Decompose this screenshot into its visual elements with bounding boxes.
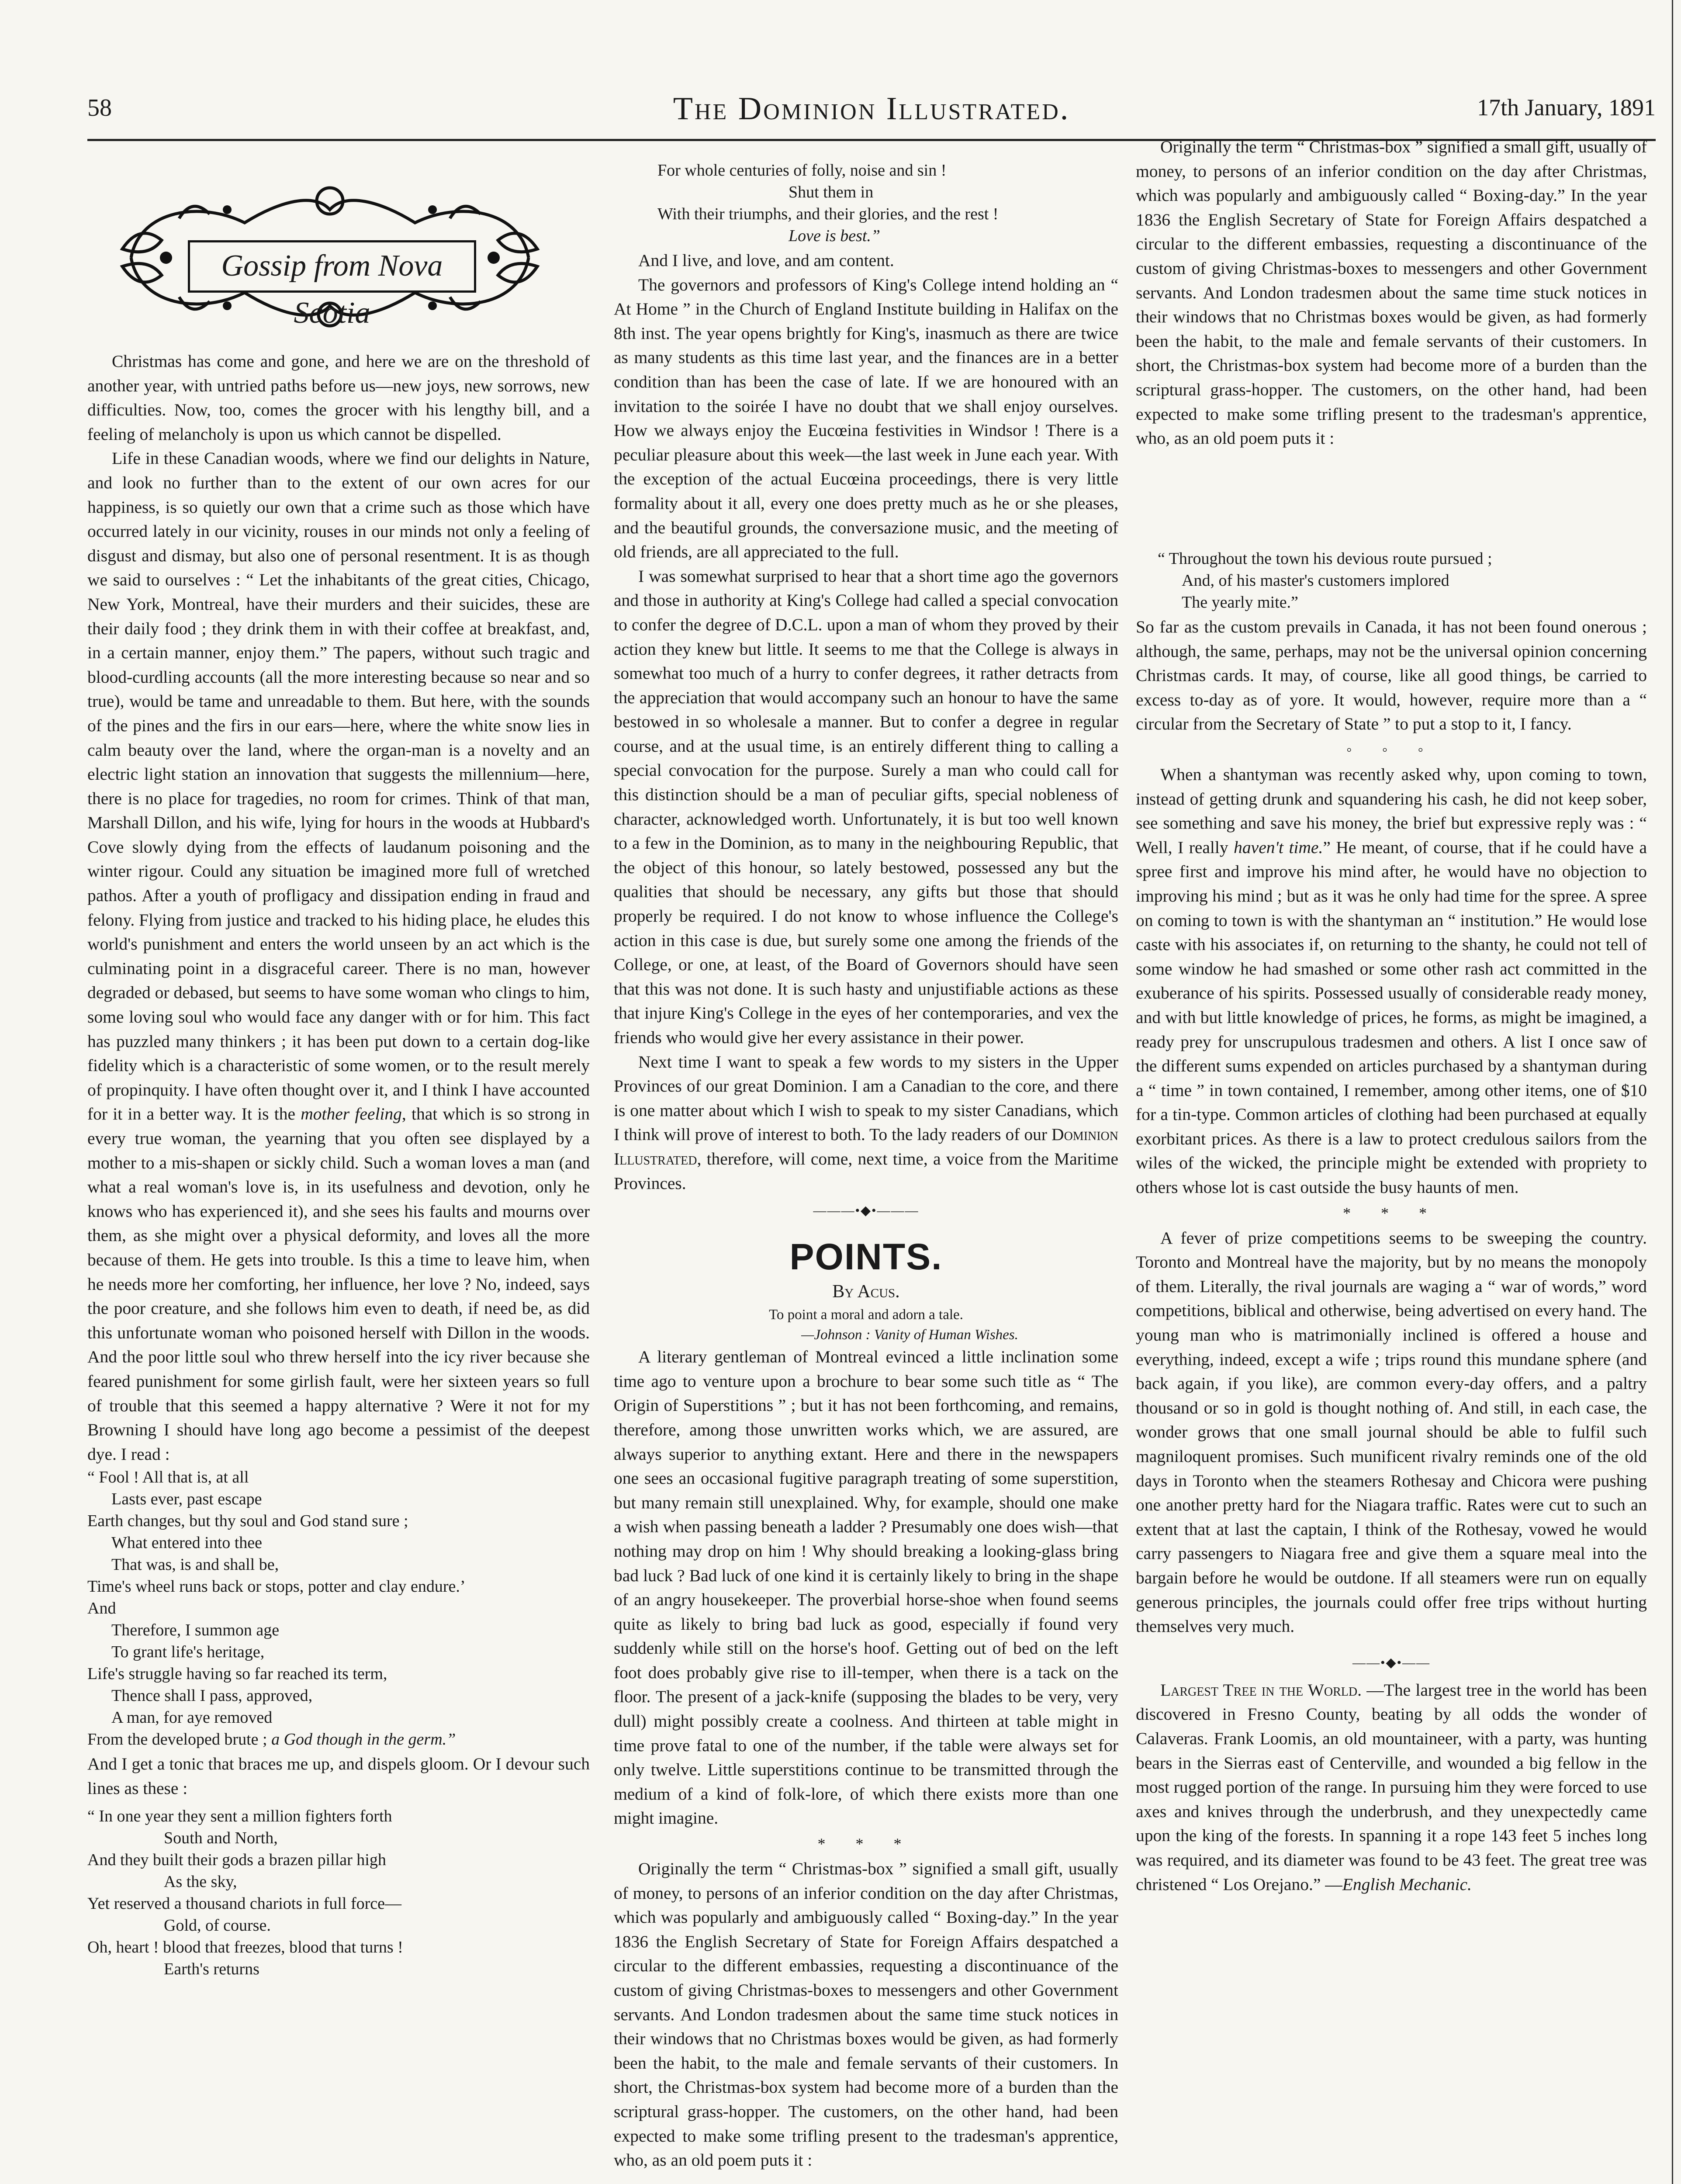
browning-verse-2: [87, 1805, 590, 1980]
verse-line: Love is best.”: [789, 227, 881, 245]
bridge-text: And I get a tonic that braces me up, and dispels gloom. Or I devour such lines as these :: [87, 1754, 590, 1798]
verse-line: Shut them in: [789, 183, 874, 201]
next-time-tail: , therefore, will come, next time, a voice from the Maritime Provinces.: [614, 1149, 1118, 1193]
page-number: 58: [87, 94, 112, 121]
shantyman-paragraph: [1136, 763, 1647, 1200]
havent-time-italic: haven't time.: [1234, 837, 1323, 857]
poem-line: “ Throughout the town his devious route pursued ;: [1158, 549, 1492, 568]
custom-in-canada-paragraph: So far as the custom prevails in Canada, it has not been found onerous ; although, the same, perhaps, may not be the universal opinion concerning Christmas cards. It may, of course, like all good things, be carried to excess to-day as of yore. It would, however, require more than a “ circular from the Secretary of State ” to put a stop to it, I fancy.: [1136, 617, 1647, 734]
verse-line: “ Fool ! All that is, at all: [87, 1468, 249, 1487]
superstitions-paragraph: A literary gentleman of Montreal evinced a little inclination some time ago to venture upon a brochure to bear some such title as “ The Origin of Superstitions ” ; but it has not been forthcoming, and remains, therefore, among those unwritten works which, we are assured, are always superior to anything extant. Here and there in the newspapers one sees an occasional fugitive paragraph treating of some superstition, but many remain still unexplained. Why, for example, should one make a wish when passing beneath a ladder ? Presumably one does wish—that nothing may drop on him ! Why should breaking a looking-glass bring bad luck ? Bad luck of one kind it is certainly likely to bring in the shape of an angry housekeeper. The proverbial horse-shoe when found seems quite as likely to bring bad luck as good, especially if found very suddenly while still on the horse's hoof. Getting out of bed on the left foot does probably give rise to ill-temper, when there is a tack on the floor. The present of a jack-knife (supposing the blades to be very, very dull) might possibly create a coolness. And thirteen at table might in time prove fatal to one of the number, if the table were always set for only twelve. Little superstitions continue to be transmitted through the medium of a kind of folk-lore, of which there exists more than one might imagine.: [614, 1347, 1118, 1828]
verse-line: For whole centuries of folly, noise and sin !: [657, 161, 947, 180]
christmas-box-text-continued: Originally the term “ Christmas-box ” signified a small gift, usually of money, to persons of an inferior condition on the day after Christmas, which was popularly and ambiguously called “ Boxing-day.” In the year 1836 the English Secretary of State for Foreign Affairs despatched a circular to the different embassies, requesting a discontinuance of the custom of giving Christmas-boxes to messengers and other Government servants. And London tradesmen about the same time stuck notices in their windows that no Christmas boxes would be given, as had formerly been the habit, to the male and female servants of their customers. In short, the Christmas-box system had become more of a burden than the scriptural grass-hopper. The customers, on the other hand, had been expected to make some trifling present to the tradesman's apprentice, who, as an old poem puts it :: [1136, 137, 1647, 448]
verse-line-italic: a God though in the germ.”: [271, 1730, 456, 1749]
gossip-paragraph-2: [87, 446, 590, 1466]
verse-line: That was, is and shall be,: [111, 1555, 279, 1574]
section-divider: ———•◆•———: [813, 1203, 919, 1218]
page-edge-rule: [1672, 0, 1673, 2184]
browning-verse-1: [87, 1466, 590, 1750]
masthead: The Dominion Illustrated.: [673, 91, 1070, 127]
christmas-box-paragraph-continued: [1136, 135, 1647, 548]
next-time-paragraph: [614, 1050, 1118, 1196]
dominion-illustrated-name: Dominion Illustrated: [614, 1125, 1119, 1168]
verse-line: Earth changes, but thy soul and God stand sure ;: [87, 1512, 408, 1531]
verse-line: With their triumphs, and their glories, and the rest !: [657, 205, 999, 223]
largest-tree-source: English Mechanic.: [1342, 1874, 1472, 1894]
points-motto: [614, 1305, 1118, 1345]
largest-tree-paragraph: [1136, 1678, 1647, 1897]
column-3: [1136, 137, 1647, 1897]
ornamental-title-block: [114, 183, 546, 328]
verse-line: South and North,: [164, 1828, 278, 1847]
gossip-paragraph-2-text: Life in these Canadian woods, where we find our delights in Nature, and look no further than to the extent of our own acres for our happiness, is so quietly our own that a crime such as those which have occurred lately in our vicinity, rouses in our minds not only a feeling of disgust and dismay, but also one of personal resentment. It is as though we said to ourselves : “ Let the inhabitants of the great cities, Chicago, New York, Montreal, have their murders and their suicides, these are their daily food ; they drink them in with their coffee at breakfast, and, in a certain manner, enjoy them.” The papers, without such tragic and blood-curdling accounts (all the more interesting because so near and so true), would be tame and unreadable to them. But here, with the sounds of the pines and the firs in our ears—here, where the white snow lies in calm beauty over the land, where the organ-man is a novelty and an electric light station an innovation that suggests the millennium—here, there is no place for tragedies, no room for crimes. Think of that man, Marshall Dillon, and his wife, lying for hours in the woods at Hubbard's Cove slowly dying from the effects of laudanum poisoning and the winter rigour. Could any situation be imagined more full of wretched pathos. After a youth of profligacy and dissipation ending in fraud and felony. Flying from justice and tracked to his hiding place, he eludes this world's punishment and enters the world unseen by an act which is the culminating point in a disgraceful career. There is no man, however degraded or debased, but seems to have some woman who clings to him, some loving soul who would face any danger with or for him. This fact has puzzled many thinkers ; it has been put down to a certain dog-like fidelity which is a characteristic of some women, or to the result merely of propinquity. I have often thought over it, and I think I have accounted for it in a better way. It is the: [87, 449, 590, 1124]
verse-line: Time's wheel runs back or stops, potter and clay endure.’: [87, 1577, 466, 1596]
verse-line: What entered into thee: [111, 1534, 263, 1552]
issue-date: 17th January, 1891: [1477, 94, 1656, 121]
verse-line: To grant life's heritage,: [111, 1643, 265, 1662]
christmas-box-paragraph-start: [614, 1857, 1118, 2170]
section-divider-2: ——•◆•——: [1352, 1655, 1431, 1670]
next-time-text: Next time I want to speak a few words to my sisters in the Upper Provinces of our great Dominion. I am a Canadian to the core, and there is one matter about which I wish to speak to my sister Canadians, which I think will prove of interest to both. To the lady readers of our: [614, 1052, 1118, 1144]
section-stars: * * *: [817, 1835, 915, 1853]
verse-line: And: [87, 1599, 116, 1618]
column-1: [87, 349, 590, 1982]
christmas-box-text: Originally the term “ Christmas-box ” signified a small gift, usually of money, to persons of an inferior condition on the day after Christmas, which was popularly and ambiguously called “ Boxing-day.” In the year 1836 the English Secretary of State for Foreign Affairs despatched a circular to the different embassies, requesting a discontinuance of the custom of giving Christmas-boxes to messengers and other Government servants. And London tradesmen about the same time stuck notices in their windows that no Christmas boxes would be given, as had formerly been the habit, to the male and female servants of their customers. In short, the Christmas-box system had become more of a burden than the scriptural grass-hopper. The customers, on the other hand, had been expected to make some trifling present to the tradesman's apprentice, who, as an old poem puts it :: [614, 1859, 1118, 2170]
verse-line: As the sky,: [164, 1872, 237, 1891]
section-stars-2: * * *: [1343, 1204, 1440, 1222]
content-line: And I live, and love, and am content.: [638, 251, 894, 270]
points-byline: By Acus.: [832, 1282, 900, 1302]
poem-line: The yearly mite.”: [1182, 593, 1298, 612]
motto-line: To point a moral and adorn a tale.: [769, 1307, 963, 1323]
largest-tree-text: —The largest tree in the world has been discovered in Fresno County, beating by all odds the wonder of Calaveras. Frank Loomis, an old mountaineer, with a party, was hunting bears in the Sierras east of Centerville, and wounded a big fellow in the most rugged portion of the range. In pursuing him they were forced to use axes and knives through the underbrush, and they unexpectedly came upon the king of the forests. In spanning it a rope 143 feet 5 inches long was required, and its diameter was found to be 43 feet. The great tree was christened “ Los Orejano.” —: [1136, 1680, 1647, 1894]
section-dots: ◦ ◦ ◦: [1346, 740, 1437, 758]
shantyman-tail: ” He meant, of course, that if he could have a spree first and improve his mind after, he would have no objection to improving his mind ; but as it was he only had time for the spree. A spree on coming to town is with the shantyman an “ institution.” He would lose caste with his associates if, on returning to the shanty, he could not tell of some window he had smashed or some other rash act committed in the exuberance of his spirits. Possessed usually of considerable ready money, and with but little knowledge of prices, he forms, as might be imagined, a ready prey for unscrupulous tradesmen and others. A list I once saw of the different sums expended on articles purchased by a shantyman during a “ time ” in town contained, I remember, among other items, one of $10 for a tin-type. Common articles of clothing had been purchased at equally exorbitant prices. As there is a law to protect credulous sailors from the wiles of the wicked, the principle might be extended with propriety to others whose lot is cast outside the busy haunts of men.: [1136, 837, 1647, 1197]
mother-feeling-emphasis: mother feeling: [301, 1104, 402, 1124]
poem-line: And, of his master's customers implored: [1182, 571, 1449, 590]
verse-line: Gold, of course.: [164, 1916, 271, 1935]
verse-line: Thence shall I pass, approved,: [111, 1686, 313, 1705]
verse-line: Earth's returns: [164, 1959, 259, 1978]
verse-line: And they built their gods a brazen pillar high: [87, 1850, 386, 1869]
points-title: POINTS.: [789, 1236, 943, 1278]
verse-line: Oh, heart ! blood that freezes, blood that turns !: [87, 1938, 403, 1956]
gossip-paragraph-2-tail: , that which is so strong in every true woman, the yearning that you often see displayed by a mother to a mis-shapen or sickly child. Such a woman loves a man (and what a real woman's love is, in its usefulness and devotion, only he knows who has experienced it), and she sees his faults and mourns over them, as she might over a physical deformity, and loves all the more because of them. He gets into trouble. Is this a time to leave him, when he needs more her comforting, her influence, her love ? No, indeed, says the poor creature, and she follows him even to death, if need be, as did this unfortunate woman who poisoned herself with Dillon in the woods. And the poor little soul who threw herself into the icy river because she feared punishment for some girlish fault, were her sixteen years so full of trouble that this seemed a happy alternative ? Were it not for my Browning I should have long ago become a pessimist of the deepest dye. I read :: [87, 1104, 590, 1464]
motto-attribution: —Johnson : Vanity of Human Wishes.: [801, 1327, 1018, 1343]
gossip-paragraph-1: Christmas has come and gone, and here we are on the threshold of another year, with untried paths before us—new joys, new sorrows, new difficulties. Now, too, comes the grocer with his lengthy bill, and a feeling of melancholy is upon us which cannot be dispelled.: [87, 352, 590, 444]
verse-line: Therefore, I summon age: [111, 1621, 280, 1640]
kings-college-paragraph-2: I was somewhat surprised to hear that a short time ago the governors and those in authority at King's College had called a special convocation to confer the degree of D.C.L. upon a man of whom they proved by their action they knew but little. It seems to me that the College is always in somewhat too much of a hurry to confer degrees, it rather detracts from the appreciation that would accompany such an honour to have the same bestowed in so wholesale a manner. But to confer a degree in regular course, and at the usual time, is an entirely different thing to calling a special convocation for the purpose. Surely a man who could call for this distinction should be a man of peculiar gifts, special nobleness of character, acknowledged worth. Unfortunately, it is but too well known to a few in the Dominion, as to many in the neighbouring Republic, that the object of this honour, so lately bestowed, possessed any but the qualities that should be necessary, any gifts but those that should properly be required. I do not know to whose influence the College's action in this case is due, but surely some one among the friends of the College, or one, at least, of the Board of Governors should have seen that this was not done. It is such hasty and unjustifiable actions as these that injure King's College in the eyes of her contemporaries, and vex the friends who would give her every assistance in their power.: [614, 566, 1118, 1047]
shantyman-text: When a shantyman was recently asked why, upon coming to town, instead of getting drunk and squandering his cash, he did not keep sober, see something and save his money, the brief but expressive reply was : “ Well, I really: [1136, 764, 1647, 857]
verse-line: “ In one year they sent a million fighters forth: [87, 1807, 392, 1825]
column-2: [614, 159, 1119, 2170]
browning-verse-2-continued: [614, 159, 1118, 247]
prize-competitions-paragraph: A fever of prize competitions seems to be sweeping the country. Toronto and Montreal have the majority, but by no means the monopoly of them. Literally, the rival journals are waging a “ war of words,” word competitions, biblical and otherwise, being advertised on every hand. The young man who is matrimonially inclined is offered a house and everything, indeed, except a wife ; trips round this mundane sphere (and back again, if you like), are common every-day offers, and a paltry thousand or so in gold is thought nothing of. And still, in each case, the wonder grows that one small journal should be able to fulfil such magniloquent promises. Such munificent rivalry reminds one of the old days in Toronto when the steamers Rothesay and Chicora were pushing one another pretty hard for the Niagara traffic. Rates were cut to such an extent that at last the captain, I think of the Rothesay, vowed he would carry passengers to Niagara free and give them a square meal into the bargain before he would be outdone. If all steamers were run on equally generous principles, the journals could offer free trips without hurting themselves very much.: [1136, 1228, 1647, 1636]
kings-college-paragraph-1: The governors and professors of King's College intend holding an “ At Home ” in the Church of England Institute building in Halifax on the 8th inst. The year opens brightly for King's, inasmuch as there are twice as many students as this time last year, and the finances are in a better condition than has been the case of late. If we are honoured with an invitation to the soirée I have no doubt that we shall enjoy ourselves. How we always enjoy the Eucœina festivities in Windsor ! There is a peculiar pleasure about this week—the last week in June each year. With the exception of the actual Eucœina proceedings, there is very little formality about it all, every one does pretty much as he or she pleases, and the beautiful grounds, the conversazione music, and the meeting of old friends, are all appreciated to the full.: [614, 275, 1118, 562]
verse-line: Lasts ever, past escape: [111, 1490, 262, 1509]
verse-line: Life's struggle having so far reached its term,: [87, 1665, 387, 1683]
verse-line-text: From the developed brute ;: [87, 1730, 267, 1749]
ornament-title-text: Gossip from Nova Scotia: [188, 240, 476, 293]
verse-line: Yet reserved a thousand chariots in full force—: [87, 1894, 401, 1913]
old-poem: [1136, 548, 1647, 613]
verse-line: [87, 1728, 590, 1750]
largest-tree-heading: Largest Tree in the World.: [1160, 1680, 1362, 1700]
verse-line: A man, for aye removed: [111, 1708, 273, 1727]
